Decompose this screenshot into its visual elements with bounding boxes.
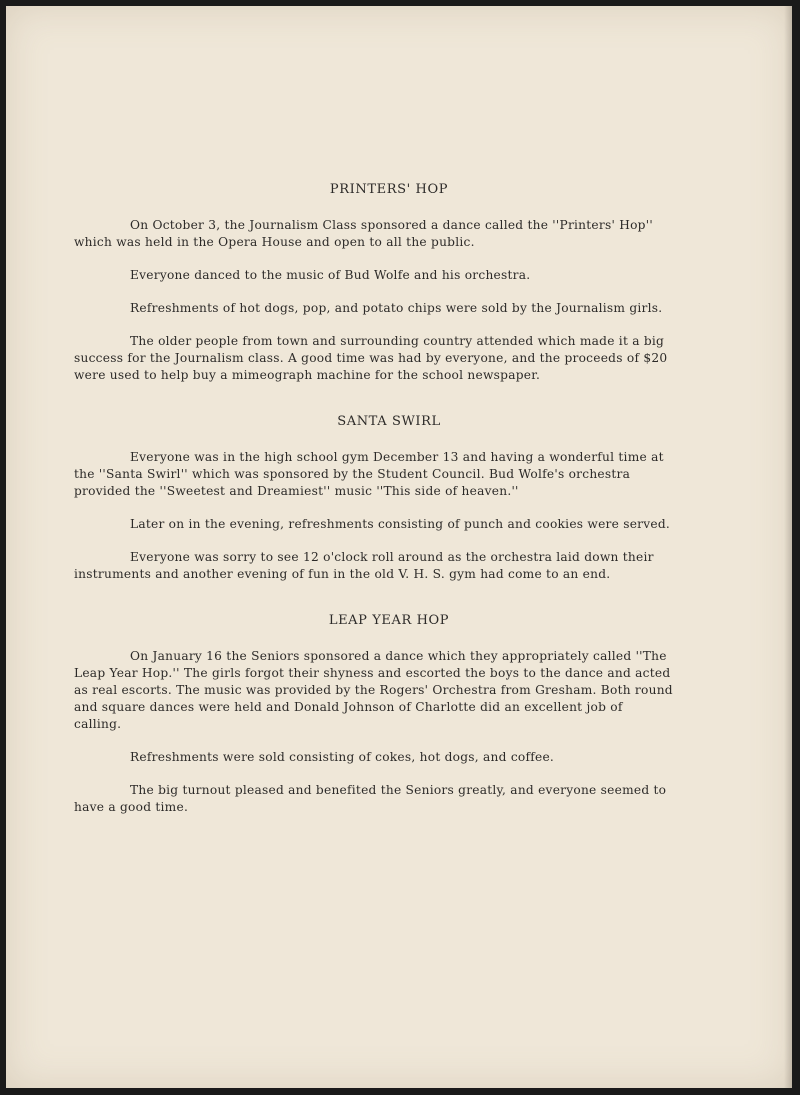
paragraph: Everyone danced to the music of Bud Wolfe and his orchestra. — [130, 268, 531, 282]
section-title: SANTA SWIRL — [337, 414, 441, 429]
section-printers-hop — [74, 182, 674, 384]
page-edge-shadow — [784, 6, 792, 1088]
paragraph: The older people from town and surrounding country attended which made it a big success for the Journalism class. A good time was had by everyone, and the proceeds of $20 were used to help buy a mimeograph machine for the school newspaper. — [74, 334, 668, 382]
section-santa-swirl — [74, 414, 674, 583]
paragraph: The big turnout pleased and benefited the Seniors greatly, and everyone seemed to have a good time. — [74, 783, 667, 814]
paragraph: On October 3, the Journalism Class sponsored a dance called the ''Printers' Hop'' which was held in the Opera House and open to all the public. — [74, 218, 653, 249]
paragraph: Refreshments of hot dogs, pop, and potato chips were sold by the Journalism girls. — [130, 301, 663, 315]
paragraph: Later on in the evening, refreshments consisting of punch and cookies were served. — [130, 517, 671, 531]
paragraph: On January 16 the Seniors sponsored a dance which they appropriately called ''The Leap Year Hop.'' The girls forgot their shyness and escorted the boys to the dance and acted as real escorts. The music was provided by the Rogers' Orchestra from Gresham. Both round and square dances were held and Donald Johnson of Charlotte did an excellent job of calling. — [74, 649, 673, 731]
paragraph: Refreshments were sold consisting of cokes, hot dogs, and coffee. — [130, 750, 555, 764]
section-title: LEAP YEAR HOP — [328, 613, 450, 628]
paragraph: Everyone was sorry to see 12 o'clock roll around as the orchestra laid down their instruments and another evening of fun in the old V. H. S. gym had come to an end. — [74, 550, 654, 581]
paragraph: Everyone was in the high school gym December 13 and having a wonderful time at the ''Santa Swirl'' which was sponsored by the Student Council. Bud Wolfe's orchestra provided the ''Sweetest and Dreamiest'' music ''This side of heaven.'' — [74, 450, 664, 498]
section-title: PRINTERS' HOP — [329, 182, 449, 197]
document-page — [6, 6, 792, 1088]
section-leap-year-hop — [74, 613, 674, 816]
document-content — [74, 182, 674, 816]
